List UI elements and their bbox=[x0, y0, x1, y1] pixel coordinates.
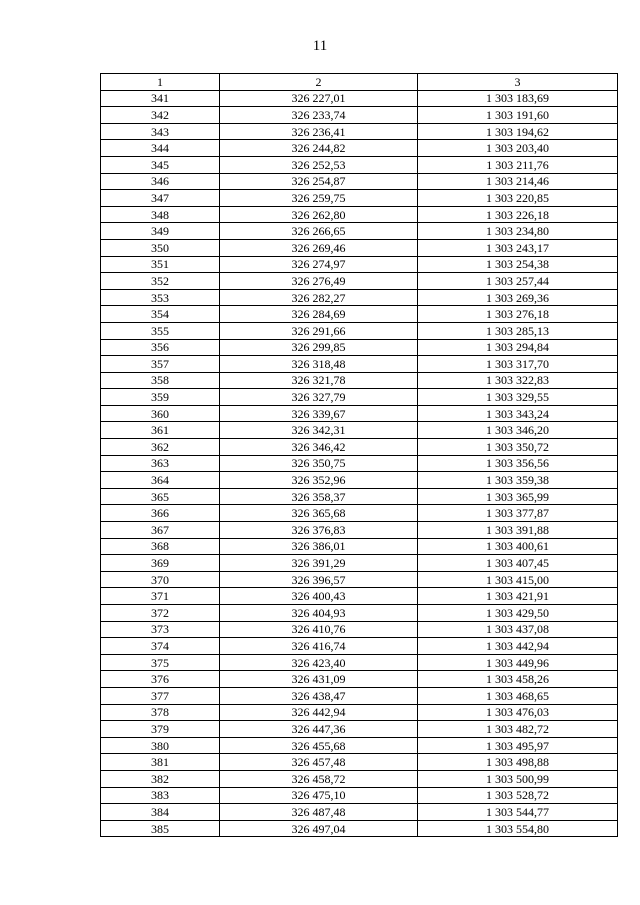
y-coordinate-cell: 1 303 285,13 bbox=[418, 322, 618, 339]
table-row bbox=[101, 804, 618, 821]
point-number-cell: 366 bbox=[101, 505, 220, 522]
header-row bbox=[101, 74, 618, 91]
y-coordinate-cell: 1 303 214,46 bbox=[418, 173, 618, 190]
point-number-cell: 378 bbox=[101, 704, 220, 721]
table-row bbox=[101, 721, 618, 738]
y-coordinate-cell: 1 303 276,18 bbox=[418, 306, 618, 323]
table-row bbox=[101, 273, 618, 290]
point-number-cell: 379 bbox=[101, 721, 220, 738]
point-number-cell: 371 bbox=[101, 588, 220, 605]
point-number-cell: 374 bbox=[101, 638, 220, 655]
table-row bbox=[101, 654, 618, 671]
point-number-cell: 380 bbox=[101, 737, 220, 754]
x-coordinate-cell: 326 318,48 bbox=[220, 356, 418, 373]
table-row bbox=[101, 455, 618, 472]
x-coordinate-cell: 326 497,04 bbox=[220, 820, 418, 837]
point-number-cell: 376 bbox=[101, 671, 220, 688]
x-coordinate-cell: 326 274,97 bbox=[220, 256, 418, 273]
table-row bbox=[101, 173, 618, 190]
y-coordinate-cell: 1 303 458,26 bbox=[418, 671, 618, 688]
y-coordinate-cell: 1 303 269,36 bbox=[418, 289, 618, 306]
point-number-cell: 343 bbox=[101, 123, 220, 140]
x-coordinate-cell: 326 327,79 bbox=[220, 389, 418, 406]
y-coordinate-cell: 1 303 191,60 bbox=[418, 107, 618, 124]
x-coordinate-cell: 326 262,80 bbox=[220, 206, 418, 223]
table-row bbox=[101, 571, 618, 588]
y-coordinate-cell: 1 303 254,38 bbox=[418, 256, 618, 273]
table-row bbox=[101, 770, 618, 787]
x-coordinate-cell: 326 410,76 bbox=[220, 621, 418, 638]
point-number-cell: 356 bbox=[101, 339, 220, 356]
x-coordinate-cell: 326 284,69 bbox=[220, 306, 418, 323]
point-number-cell: 352 bbox=[101, 273, 220, 290]
table-row bbox=[101, 123, 618, 140]
column-header-2: 2 bbox=[220, 74, 418, 91]
point-number-cell: 355 bbox=[101, 322, 220, 339]
table-row bbox=[101, 156, 618, 173]
y-coordinate-cell: 1 303 429,50 bbox=[418, 605, 618, 622]
point-number-cell: 346 bbox=[101, 173, 220, 190]
point-number-cell: 384 bbox=[101, 804, 220, 821]
y-coordinate-cell: 1 303 449,96 bbox=[418, 654, 618, 671]
x-coordinate-cell: 326 342,31 bbox=[220, 422, 418, 439]
x-coordinate-cell: 326 269,46 bbox=[220, 239, 418, 256]
x-coordinate-cell: 326 352,96 bbox=[220, 472, 418, 489]
x-coordinate-cell: 326 276,49 bbox=[220, 273, 418, 290]
x-coordinate-cell: 326 266,65 bbox=[220, 223, 418, 240]
point-number-cell: 369 bbox=[101, 555, 220, 572]
table-row bbox=[101, 339, 618, 356]
table-row bbox=[101, 605, 618, 622]
table-row bbox=[101, 638, 618, 655]
table-row bbox=[101, 107, 618, 124]
x-coordinate-cell: 326 431,09 bbox=[220, 671, 418, 688]
point-number-cell: 345 bbox=[101, 156, 220, 173]
table-row bbox=[101, 405, 618, 422]
table-row bbox=[101, 206, 618, 223]
x-coordinate-cell: 326 259,75 bbox=[220, 190, 418, 207]
y-coordinate-cell: 1 303 329,55 bbox=[418, 389, 618, 406]
y-coordinate-cell: 1 303 203,40 bbox=[418, 140, 618, 157]
y-coordinate-cell: 1 303 528,72 bbox=[418, 787, 618, 804]
coordinates-table bbox=[100, 73, 618, 837]
point-number-cell: 353 bbox=[101, 289, 220, 306]
table-row bbox=[101, 488, 618, 505]
x-coordinate-cell: 326 282,27 bbox=[220, 289, 418, 306]
table-row bbox=[101, 372, 618, 389]
y-coordinate-cell: 1 303 468,65 bbox=[418, 687, 618, 704]
point-number-cell: 385 bbox=[101, 820, 220, 837]
point-number-cell: 363 bbox=[101, 455, 220, 472]
x-coordinate-cell: 326 458,72 bbox=[220, 770, 418, 787]
point-number-cell: 361 bbox=[101, 422, 220, 439]
table-row bbox=[101, 687, 618, 704]
y-coordinate-cell: 1 303 500,99 bbox=[418, 770, 618, 787]
table-row bbox=[101, 737, 618, 754]
point-number-cell: 368 bbox=[101, 538, 220, 555]
column-header-1: 1 bbox=[101, 74, 220, 91]
table-row bbox=[101, 322, 618, 339]
x-coordinate-cell: 326 442,94 bbox=[220, 704, 418, 721]
y-coordinate-cell: 1 303 322,83 bbox=[418, 372, 618, 389]
y-coordinate-cell: 1 303 294,84 bbox=[418, 339, 618, 356]
x-coordinate-cell: 326 358,37 bbox=[220, 488, 418, 505]
y-coordinate-cell: 1 303 257,44 bbox=[418, 273, 618, 290]
table-row bbox=[101, 472, 618, 489]
y-coordinate-cell: 1 303 365,99 bbox=[418, 488, 618, 505]
table-row bbox=[101, 588, 618, 605]
point-number-cell: 372 bbox=[101, 605, 220, 622]
y-coordinate-cell: 1 303 350,72 bbox=[418, 439, 618, 456]
y-coordinate-cell: 1 303 220,85 bbox=[418, 190, 618, 207]
page-number: 11 bbox=[312, 38, 328, 54]
y-coordinate-cell: 1 303 544,77 bbox=[418, 804, 618, 821]
table-row bbox=[101, 223, 618, 240]
y-coordinate-cell: 1 303 243,17 bbox=[418, 239, 618, 256]
x-coordinate-cell: 326 291,66 bbox=[220, 322, 418, 339]
table-row bbox=[101, 820, 618, 837]
y-coordinate-cell: 1 303 498,88 bbox=[418, 754, 618, 771]
y-coordinate-cell: 1 303 437,08 bbox=[418, 621, 618, 638]
x-coordinate-cell: 326 455,68 bbox=[220, 737, 418, 754]
table-row bbox=[101, 422, 618, 439]
point-number-cell: 354 bbox=[101, 306, 220, 323]
x-coordinate-cell: 326 350,75 bbox=[220, 455, 418, 472]
point-number-cell: 349 bbox=[101, 223, 220, 240]
point-number-cell: 344 bbox=[101, 140, 220, 157]
point-number-cell: 348 bbox=[101, 206, 220, 223]
point-number-cell: 358 bbox=[101, 372, 220, 389]
x-coordinate-cell: 326 404,93 bbox=[220, 605, 418, 622]
x-coordinate-cell: 326 244,82 bbox=[220, 140, 418, 157]
table-row bbox=[101, 754, 618, 771]
point-number-cell: 383 bbox=[101, 787, 220, 804]
y-coordinate-cell: 1 303 356,56 bbox=[418, 455, 618, 472]
x-coordinate-cell: 326 252,53 bbox=[220, 156, 418, 173]
table-row bbox=[101, 671, 618, 688]
point-number-cell: 375 bbox=[101, 654, 220, 671]
table-row bbox=[101, 522, 618, 539]
point-number-cell: 382 bbox=[101, 770, 220, 787]
table-row bbox=[101, 356, 618, 373]
table-header bbox=[101, 74, 618, 91]
table-row bbox=[101, 621, 618, 638]
point-number-cell: 351 bbox=[101, 256, 220, 273]
table-body bbox=[101, 90, 618, 837]
x-coordinate-cell: 326 386,01 bbox=[220, 538, 418, 555]
y-coordinate-cell: 1 303 226,18 bbox=[418, 206, 618, 223]
x-coordinate-cell: 326 438,47 bbox=[220, 687, 418, 704]
point-number-cell: 347 bbox=[101, 190, 220, 207]
table-row bbox=[101, 90, 618, 107]
column-header-3: 3 bbox=[418, 74, 618, 91]
point-number-cell: 342 bbox=[101, 107, 220, 124]
y-coordinate-cell: 1 303 183,69 bbox=[418, 90, 618, 107]
point-number-cell: 350 bbox=[101, 239, 220, 256]
table-row bbox=[101, 555, 618, 572]
table-row bbox=[101, 256, 618, 273]
y-coordinate-cell: 1 303 476,03 bbox=[418, 704, 618, 721]
x-coordinate-cell: 326 447,36 bbox=[220, 721, 418, 738]
x-coordinate-cell: 326 233,74 bbox=[220, 107, 418, 124]
point-number-cell: 373 bbox=[101, 621, 220, 638]
y-coordinate-cell: 1 303 495,97 bbox=[418, 737, 618, 754]
x-coordinate-cell: 326 396,57 bbox=[220, 571, 418, 588]
y-coordinate-cell: 1 303 317,70 bbox=[418, 356, 618, 373]
table-row bbox=[101, 190, 618, 207]
y-coordinate-cell: 1 303 415,00 bbox=[418, 571, 618, 588]
table-row bbox=[101, 306, 618, 323]
y-coordinate-cell: 1 303 400,61 bbox=[418, 538, 618, 555]
point-number-cell: 370 bbox=[101, 571, 220, 588]
point-number-cell: 359 bbox=[101, 389, 220, 406]
y-coordinate-cell: 1 303 482,72 bbox=[418, 721, 618, 738]
x-coordinate-cell: 326 236,41 bbox=[220, 123, 418, 140]
y-coordinate-cell: 1 303 194,62 bbox=[418, 123, 618, 140]
x-coordinate-cell: 326 321,78 bbox=[220, 372, 418, 389]
point-number-cell: 381 bbox=[101, 754, 220, 771]
x-coordinate-cell: 326 365,68 bbox=[220, 505, 418, 522]
y-coordinate-cell: 1 303 554,80 bbox=[418, 820, 618, 837]
table-row bbox=[101, 239, 618, 256]
x-coordinate-cell: 326 254,87 bbox=[220, 173, 418, 190]
point-number-cell: 367 bbox=[101, 522, 220, 539]
x-coordinate-cell: 326 339,67 bbox=[220, 405, 418, 422]
x-coordinate-cell: 326 416,74 bbox=[220, 638, 418, 655]
table-row bbox=[101, 787, 618, 804]
point-number-cell: 341 bbox=[101, 90, 220, 107]
y-coordinate-cell: 1 303 346,20 bbox=[418, 422, 618, 439]
x-coordinate-cell: 326 346,42 bbox=[220, 439, 418, 456]
y-coordinate-cell: 1 303 391,88 bbox=[418, 522, 618, 539]
point-number-cell: 364 bbox=[101, 472, 220, 489]
y-coordinate-cell: 1 303 211,76 bbox=[418, 156, 618, 173]
x-coordinate-cell: 326 376,83 bbox=[220, 522, 418, 539]
x-coordinate-cell: 326 299,85 bbox=[220, 339, 418, 356]
x-coordinate-cell: 326 400,43 bbox=[220, 588, 418, 605]
table-row bbox=[101, 140, 618, 157]
y-coordinate-cell: 1 303 359,38 bbox=[418, 472, 618, 489]
y-coordinate-cell: 1 303 407,45 bbox=[418, 555, 618, 572]
y-coordinate-cell: 1 303 442,94 bbox=[418, 638, 618, 655]
y-coordinate-cell: 1 303 377,87 bbox=[418, 505, 618, 522]
x-coordinate-cell: 326 457,48 bbox=[220, 754, 418, 771]
point-number-cell: 360 bbox=[101, 405, 220, 422]
point-number-cell: 377 bbox=[101, 687, 220, 704]
x-coordinate-cell: 326 227,01 bbox=[220, 90, 418, 107]
point-number-cell: 362 bbox=[101, 439, 220, 456]
table-row bbox=[101, 704, 618, 721]
x-coordinate-cell: 326 423,40 bbox=[220, 654, 418, 671]
x-coordinate-cell: 326 475,10 bbox=[220, 787, 418, 804]
table-row bbox=[101, 505, 618, 522]
x-coordinate-cell: 326 487,48 bbox=[220, 804, 418, 821]
y-coordinate-cell: 1 303 234,80 bbox=[418, 223, 618, 240]
table-row bbox=[101, 538, 618, 555]
table-row bbox=[101, 389, 618, 406]
y-coordinate-cell: 1 303 343,24 bbox=[418, 405, 618, 422]
point-number-cell: 365 bbox=[101, 488, 220, 505]
point-number-cell: 357 bbox=[101, 356, 220, 373]
x-coordinate-cell: 326 391,29 bbox=[220, 555, 418, 572]
table-row bbox=[101, 289, 618, 306]
table-row bbox=[101, 439, 618, 456]
y-coordinate-cell: 1 303 421,91 bbox=[418, 588, 618, 605]
